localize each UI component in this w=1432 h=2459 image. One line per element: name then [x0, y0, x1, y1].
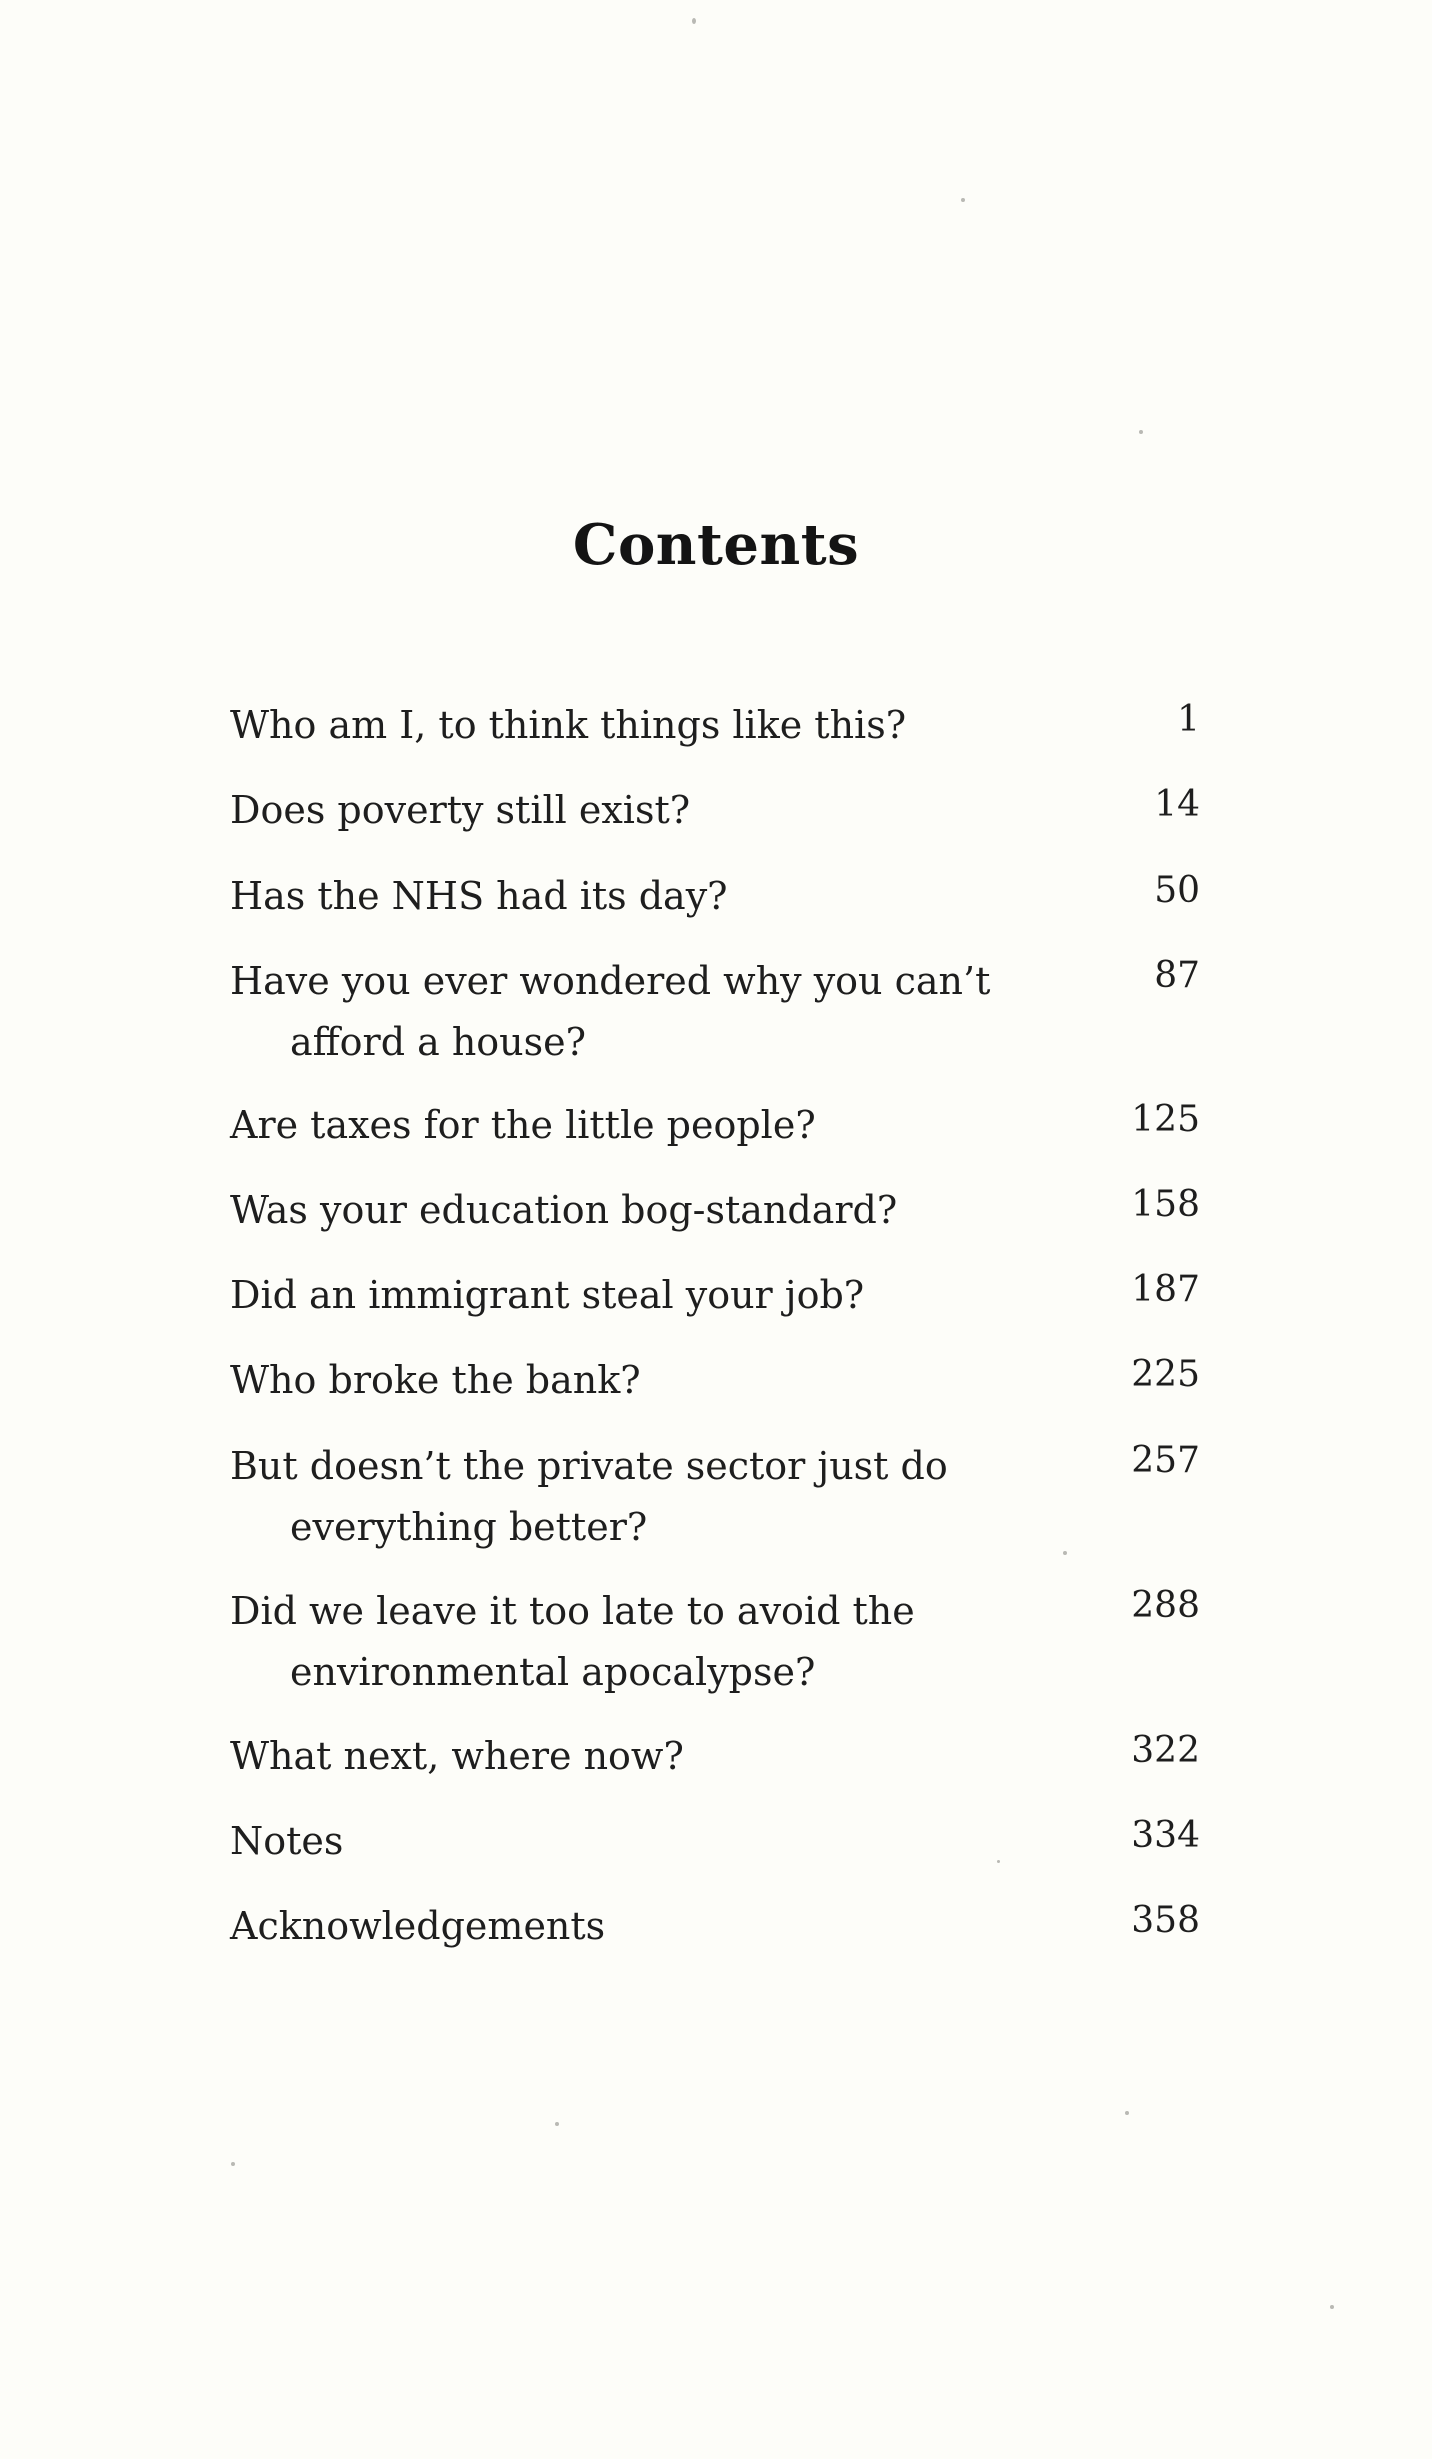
scan-speck — [997, 1860, 1000, 1863]
scan-speck — [1330, 2305, 1334, 2309]
scan-speck — [692, 18, 696, 24]
toc-entry-page-number: 257 — [1131, 1440, 1200, 1481]
toc-entry-title-line: What next, where now? — [230, 1734, 684, 1778]
toc-entry-title-line: Are taxes for the little people? — [230, 1103, 816, 1147]
toc-entry-page-number: 288 — [1131, 1585, 1200, 1626]
toc-entry-page-number: 334 — [1131, 1815, 1200, 1856]
toc-entry-title — [230, 1350, 1030, 1411]
toc-entry-title-line: Have you ever wondered why you can’t — [230, 959, 991, 1003]
toc-entry-title-continuation: environmental apocalypse? — [290, 1650, 816, 1694]
toc-entry-title-line: Who broke the bank? — [230, 1358, 641, 1402]
toc-entry-title — [230, 780, 1030, 841]
toc-entry-page-number: 125 — [1131, 1099, 1200, 1140]
toc-entry-title-line: Who am I, to think things like this? — [230, 703, 907, 747]
toc-entry-page-number: 225 — [1131, 1354, 1200, 1395]
toc-entry-title — [230, 695, 1030, 756]
page-title: Contents — [572, 512, 860, 578]
scan-speck — [555, 2122, 559, 2126]
table-of-contents — [230, 0, 1200, 2459]
toc-entry-page-number: 322 — [1131, 1730, 1200, 1771]
scan-speck — [1139, 430, 1143, 434]
toc-entry-title — [230, 1896, 1030, 1957]
toc-entry-title-line: Did we leave it too late to avoid the — [230, 1589, 915, 1633]
toc-entry-page-number: 1 — [1177, 699, 1200, 740]
scan-speck — [961, 198, 965, 202]
toc-entry-title — [230, 1726, 1030, 1787]
toc-entry-title — [230, 1436, 1030, 1558]
toc-entry-page-number: 14 — [1154, 784, 1200, 825]
toc-entry-title-line: Was your education bog-standard? — [230, 1188, 898, 1232]
toc-entry-title — [230, 1581, 1030, 1703]
toc-entry-title — [230, 866, 1030, 927]
toc-entry-page-number: 50 — [1154, 870, 1200, 911]
toc-entry-page-number: 158 — [1131, 1184, 1200, 1225]
toc-entry-title-line: Did an immigrant steal your job? — [230, 1273, 865, 1317]
toc-entry-page-number: 358 — [1131, 1900, 1200, 1941]
toc-entry-title — [230, 951, 1030, 1073]
toc-entry-title — [230, 1811, 1030, 1872]
toc-entry-title-line: Acknowledgements — [230, 1904, 606, 1948]
toc-entry-title-line: Has the NHS had its day? — [230, 874, 728, 918]
toc-entry-title — [230, 1095, 1030, 1156]
toc-entry-title — [230, 1180, 1030, 1241]
toc-entry-title-continuation: everything better? — [290, 1505, 648, 1549]
toc-entry-page-number: 87 — [1154, 955, 1200, 996]
toc-entry-page-number: 187 — [1131, 1269, 1200, 1310]
toc-entry-title-line: Does poverty still exist? — [230, 788, 691, 832]
toc-entry-title-line: But doesn’t the private sector just do — [230, 1444, 948, 1488]
toc-entry-title — [230, 1265, 1030, 1326]
toc-entry-title-line: Notes — [230, 1819, 344, 1863]
scan-speck — [231, 2162, 235, 2166]
scan-speck — [1063, 1551, 1067, 1555]
scan-speck — [1125, 2111, 1129, 2115]
toc-entry-title-continuation: afford a house? — [290, 1020, 587, 1064]
